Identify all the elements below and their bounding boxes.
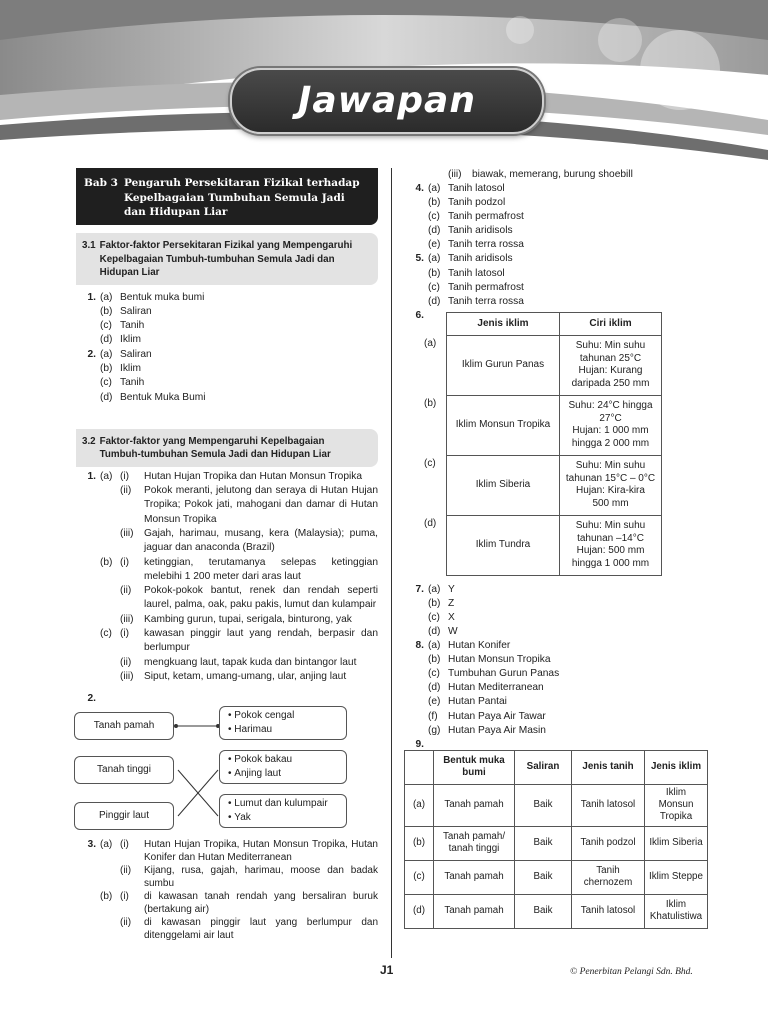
table-cell: Tanah pamah (434, 894, 515, 928)
feature-line: tahunan 15°C – 0°C (565, 472, 656, 484)
item-letter: (c) (100, 320, 112, 332)
species-label: Lumut dan kulumpair (234, 798, 328, 810)
row-letter: (d) (405, 894, 434, 928)
answer-text: Bentuk muka bumi (120, 291, 205, 303)
row-letter: (b) (405, 826, 434, 860)
table-cell: Tanih latosol (572, 894, 645, 928)
item-letter: (b) (428, 197, 441, 209)
question-9 (404, 738, 714, 929)
table-header: Bentuk muka bumi (434, 750, 515, 784)
table-header: Saliran (515, 750, 572, 784)
climate-type: Iklim Monsun Tropika (447, 395, 560, 455)
item-roman: (i) (120, 470, 130, 482)
question-7 (404, 583, 714, 639)
item-roman: (i) (120, 627, 130, 639)
climate-type: Iklim Tundra (447, 515, 560, 575)
question-5 (404, 252, 714, 308)
bullet: • (228, 798, 232, 810)
item-letter: (b) (428, 654, 441, 666)
item-letter: (d) (428, 295, 441, 307)
question-number: 8. (415, 640, 424, 652)
item-letter: (a) (428, 253, 441, 265)
right-column (404, 168, 714, 929)
item-letter: (c) (100, 627, 112, 639)
s2-question-3 (76, 838, 378, 942)
answer-text: Tanih latosol (448, 267, 505, 279)
feature-line: Hujan: 1 000 mm (572, 425, 649, 437)
answer-text: Z (448, 597, 455, 609)
table-cell: Tanah pamah (434, 860, 515, 894)
table-cell: Baik (515, 826, 572, 860)
feature-line: Suhu: Min suhu (575, 340, 646, 352)
row-letter: (c) (405, 860, 434, 894)
table-cell: Tanah pamah/ tanah tinggi (434, 826, 515, 860)
table-row (405, 894, 708, 928)
item-letter: (d) (100, 334, 113, 346)
table-row (424, 515, 662, 575)
section-title: Faktor-faktor yang Mempengaruhi Kepelbagaian Tumbuh-tumbuhan Semula Jadi dan Hidupan Liar (99, 435, 331, 461)
item-roman: (ii) (120, 485, 132, 497)
answer-text: Tanih permafrost (448, 211, 524, 223)
table-cell: Iklim Monsun Tropika (645, 784, 708, 826)
table-row (405, 826, 708, 860)
item-letter: (f) (428, 710, 438, 722)
answer-text: Tanih podzol (448, 197, 506, 209)
s1-question-2 (76, 348, 378, 405)
feature-line: Hujan: Kurang (578, 365, 643, 377)
item-letter: (b) (428, 597, 441, 609)
item-letter: (a) (428, 583, 441, 595)
section-number: 3.2 (82, 435, 96, 447)
table-header: Jenis iklim (645, 750, 708, 784)
question-6 (404, 309, 714, 587)
question-number: 1. (87, 470, 96, 482)
feature-line: Suhu: Min suhu (575, 460, 646, 472)
climate-features (560, 395, 662, 455)
item-letter: (b) (100, 891, 113, 903)
section-heading-3-1 (76, 233, 378, 285)
species-box-2 (219, 750, 347, 784)
answer-text: kawasan pinggir laut yang rendah, berpasir dan berlumpur (144, 627, 378, 654)
question-number: 4. (415, 183, 424, 195)
item-letter: (a) (100, 470, 113, 482)
bullet: • (228, 724, 232, 736)
s2-question-1 (76, 470, 378, 684)
item-letter: (a) (428, 183, 441, 195)
row-letter: (d) (424, 518, 437, 530)
table-row (424, 455, 662, 515)
item-letter: (e) (428, 239, 441, 251)
s1-question-1 (76, 291, 378, 348)
environment-table (404, 750, 708, 929)
table-cell: Baik (515, 894, 572, 928)
answer-text: Kambing gurun, tupai, serigala, binturong, yak (144, 613, 352, 625)
item-letter: (c) (100, 377, 112, 389)
item-letter: (c) (428, 668, 440, 680)
item-letter: (b) (100, 363, 113, 375)
item-letter: (e) (428, 696, 441, 708)
answer-text: di kawasan pinggir laut yang berlumpur dan ditenggelami air laut (144, 917, 378, 942)
answer-text: Tanih permafrost (448, 281, 524, 293)
section-title: Faktor-faktor Persekitaran Fizikal yang Mempengaruhi Kepelbagaian Tumbuh-tumbuhan Semula Jadi dan Hidupan Liar (99, 240, 353, 279)
item-letter: (d) (428, 225, 441, 237)
item-letter: (c) (428, 211, 440, 223)
climate-features (560, 335, 662, 395)
species-label: Yak (234, 812, 251, 824)
item-letter: (d) (100, 391, 113, 403)
feature-line: Hujan: 500 mm (576, 545, 645, 557)
item-letter: (a) (100, 291, 113, 303)
question-8 (404, 639, 714, 738)
title-badge (230, 68, 544, 134)
bullet: • (228, 710, 232, 722)
chapter-heading (76, 168, 378, 225)
answer-text: Tanih terra rossa (448, 295, 524, 307)
item-roman: (ii) (120, 917, 132, 929)
item-letter: (a) (100, 348, 113, 360)
item-roman: (iii) (120, 528, 134, 540)
answer-text: Y (448, 583, 455, 595)
row-letter: (a) (405, 784, 434, 826)
item-letter: (b) (100, 305, 113, 317)
question-4 (404, 182, 714, 252)
feature-line: 500 mm (592, 497, 629, 509)
climate-features (560, 515, 662, 575)
table-row (405, 784, 708, 826)
publisher-credit (570, 966, 693, 979)
copyright-symbol: © (570, 967, 578, 977)
table-cell: Iklim Khatulistiwa (645, 894, 708, 928)
feature-line: 27°C (599, 412, 622, 424)
feature-line: Suhu: 24°C hingga (568, 400, 653, 412)
answer-text: Tanih (120, 320, 145, 332)
table-cell: Tanih podzol (572, 826, 645, 860)
feature-line: tahunan –14°C (577, 532, 644, 544)
section-number: 3.1 (82, 240, 96, 252)
landform-label: Tanah tinggi (97, 764, 151, 776)
continued-line (404, 168, 714, 182)
question-number: 2. (87, 693, 96, 705)
question-number: 9. (415, 738, 424, 750)
table-row (405, 860, 708, 894)
answer-text: Siput, ketam, umang-umang, ular, anjing laut (144, 670, 347, 682)
climate-features (560, 455, 662, 515)
answer-text: Saliran (120, 348, 152, 360)
question-number: 1. (87, 291, 96, 303)
item-roman: (ii) (120, 656, 132, 668)
item-letter: (a) (100, 839, 113, 851)
feature-line: hingga 2 000 mm (571, 437, 650, 449)
item-roman: (ii) (120, 585, 132, 597)
chapter-title: Pengaruh Persekitaran Fizikal terhadap Kepelbagaian Tumbuhan Semula Jadi dan Hidupan Liar (123, 177, 360, 219)
page-number: J1 (380, 963, 394, 977)
item-roman: (iii) (120, 670, 134, 682)
item-roman: (i) (120, 556, 130, 568)
item-roman: (iii) (448, 169, 462, 180)
answer-text: Hutan Konifer (448, 640, 511, 652)
table-cell: Baik (515, 784, 572, 826)
page-title: Jawapan (298, 79, 476, 121)
table-header: Jenis iklim (447, 312, 560, 335)
answer-text: Bentuk Muka Bumi (120, 391, 206, 403)
item-letter: (b) (100, 556, 113, 568)
answer-text: Hutan Hujan Tropika, Hutan Monsun Tropika, Hutan Konifer dan Hutan Mediterranean (144, 839, 378, 864)
answer-text: di kawasan tanah rendah yang bersaliran buruk (bertakung air) (144, 891, 378, 916)
species-box-1 (219, 706, 347, 740)
answer-text: mengkuang laut, tapak kuda dan bintangor laut (144, 656, 357, 668)
question-number: 5. (415, 253, 424, 265)
climate-type: Iklim Gurun Panas (447, 335, 560, 395)
species-box-3 (219, 794, 347, 828)
row-letter: (a) (424, 338, 437, 350)
answer-text: Hutan Mediterranean (448, 682, 544, 694)
feature-line: daripada 250 mm (571, 377, 650, 389)
table-cell: Tanih chernozem (572, 860, 645, 894)
item-letter: (a) (428, 640, 441, 652)
landform-label: Pinggir laut (98, 810, 150, 822)
question-number: 7. (415, 583, 424, 595)
question-number: 3. (87, 839, 96, 851)
answer-text: Hutan Paya Air Tawar (448, 710, 546, 722)
item-letter: (d) (428, 682, 441, 694)
item-roman: (i) (120, 891, 129, 903)
feature-line: Suhu: Min suhu (575, 520, 646, 532)
bullet: • (228, 768, 232, 780)
bullet: • (228, 812, 232, 824)
climate-type: Iklim Siberia (447, 455, 560, 515)
item-letter: (c) (428, 612, 440, 624)
table-header: Ciri iklim (560, 312, 662, 335)
species-label: Anjing laut (234, 768, 281, 780)
species-label: Pokok bakau (234, 754, 293, 766)
species-label: Pokok cengal (234, 710, 295, 722)
s2-question-2-diagram (76, 692, 378, 838)
table-cell: Tanah pamah (434, 784, 515, 826)
answer-text: Pokok-pokok bantut, renek dan rendah seperti laurel, palma, oak, paku pakis, lumut dan kulampair (144, 585, 378, 611)
answer-text: Tanih terra rossa (448, 239, 524, 251)
table-cell: Tanih latosol (572, 784, 645, 826)
landform-box-tanah-pamah (74, 712, 174, 740)
landform-box-pinggir-laut (74, 802, 174, 830)
answer-text: ketinggian, terutamanya selepas ketinggian melebihi 1 200 meter dari aras laut (144, 556, 378, 582)
answer-text: Tumbuhan Gurun Panas (448, 668, 560, 680)
answer-text: biawak, memerang, burung shoebill (472, 169, 633, 180)
answer-text: Iklim (120, 334, 141, 346)
chapter-label: Bab 3 (84, 177, 118, 189)
item-letter: (g) (428, 724, 441, 736)
table-header: Jenis tanih (572, 750, 645, 784)
bullet: • (228, 754, 232, 766)
item-roman: (i) (120, 839, 129, 851)
left-column (76, 168, 378, 942)
item-letter: (c) (428, 281, 440, 293)
column-divider (391, 168, 392, 958)
question-number: 2. (87, 348, 96, 360)
answer-text: X (448, 612, 455, 624)
item-roman: (iii) (120, 613, 134, 625)
table-cell: Baik (515, 860, 572, 894)
table-row (424, 395, 662, 455)
answer-text: Pokok meranti, jelutong dan seraya di Hutan Hujan Tropika; Pokok jati, mahogani dan damar di Hutan Monsun Tropika (144, 485, 378, 525)
table-row (424, 335, 662, 395)
section-heading-3-2 (76, 429, 378, 467)
answer-text: Hutan Paya Air Masin (448, 724, 546, 736)
climate-table (424, 312, 662, 576)
species-label: Harimau (234, 724, 273, 736)
table-cell: Iklim Siberia (645, 826, 708, 860)
table-cell: Iklim Steppe (645, 860, 708, 894)
answer-text: Tanih latosol (448, 183, 505, 195)
answer-text: Hutan Monsun Tropika (448, 654, 551, 666)
feature-line: tahunan 25°C (579, 352, 642, 364)
question-number: 6. (415, 309, 424, 321)
answer-text: Saliran (120, 305, 152, 317)
item-letter: (b) (428, 267, 441, 279)
feature-line: hingga 1 000 mm (571, 557, 650, 569)
item-letter: (d) (428, 626, 441, 638)
answer-text: Iklim (120, 363, 141, 375)
answer-text: Tanih aridisols (448, 225, 513, 237)
answer-text: Kijang, rusa, gajah, harimau, moose dan badak sumbu (144, 865, 378, 890)
answer-text: Hutan Pantai (448, 696, 507, 708)
landform-label: Tanah pamah (93, 720, 155, 732)
answer-text: Tanih (120, 377, 145, 389)
feature-line: Hujan: Kira-kira (576, 485, 645, 497)
row-letter: (c) (424, 458, 436, 470)
landform-box-tanah-tinggi (74, 756, 174, 784)
row-letter: (b) (424, 398, 437, 410)
answer-text: W (448, 626, 458, 638)
answer-text: Hutan Hujan Tropika dan Hutan Monsun Tropika (144, 470, 363, 482)
answer-text: Gajah, harimau, musang, kera (Malaysia); puma, jaguar dan anaconda (Brazil) (144, 528, 378, 554)
answer-text: Tanih aridisols (448, 253, 513, 265)
publisher-name: Penerbitan Pelangi Sdn. Bhd. (579, 967, 693, 977)
item-roman: (ii) (120, 865, 132, 877)
